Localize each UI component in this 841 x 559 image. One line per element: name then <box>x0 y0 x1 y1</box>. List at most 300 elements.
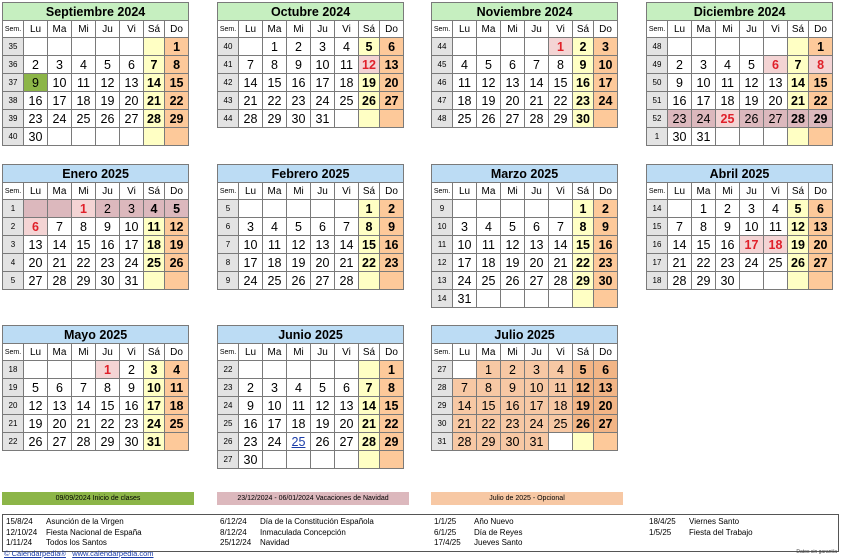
day-cell[interactable]: 1 <box>573 200 594 218</box>
day-cell[interactable]: 3 <box>740 200 764 218</box>
day-cell[interactable]: 24 <box>740 254 764 272</box>
day-cell[interactable]: 16 <box>120 397 144 415</box>
day-cell[interactable]: 28 <box>335 272 359 290</box>
day-cell[interactable]: 3 <box>263 379 287 397</box>
day-cell[interactable]: 14 <box>453 397 477 415</box>
day-cell[interactable]: 13 <box>764 74 788 92</box>
day-cell[interactable]: 20 <box>594 397 618 415</box>
day-cell[interactable]: 19 <box>501 254 525 272</box>
day-cell[interactable]: 11 <box>335 56 359 74</box>
day-cell[interactable]: 31 <box>692 128 716 146</box>
day-cell[interactable]: 21 <box>239 92 263 110</box>
day-cell[interactable]: 6 <box>501 56 525 74</box>
day-cell[interactable]: 25 <box>263 272 287 290</box>
day-cell[interactable]: 1 <box>692 200 716 218</box>
day-cell[interactable]: 28 <box>788 110 809 128</box>
day-cell[interactable]: 30 <box>96 272 120 290</box>
day-cell[interactable]: 1 <box>165 38 189 56</box>
day-cell[interactable]: 15 <box>359 236 380 254</box>
day-cell[interactable]: 6 <box>24 218 48 236</box>
day-cell[interactable]: 16 <box>239 415 263 433</box>
day-cell[interactable]: 24 <box>594 92 618 110</box>
day-cell[interactable]: 20 <box>335 415 359 433</box>
day-cell[interactable]: 26 <box>477 110 501 128</box>
day-cell[interactable]: 7 <box>549 218 573 236</box>
day-cell[interactable]: 9 <box>24 74 48 92</box>
day-cell[interactable]: 25 <box>72 110 96 128</box>
day-cell[interactable]: 27 <box>809 254 833 272</box>
day-cell[interactable]: 10 <box>144 379 165 397</box>
day-cell[interactable]: 21 <box>549 254 573 272</box>
day-cell[interactable]: 12 <box>24 397 48 415</box>
day-cell[interactable]: 29 <box>692 272 716 290</box>
day-cell[interactable]: 28 <box>239 110 263 128</box>
day-cell[interactable]: 20 <box>48 415 72 433</box>
day-cell[interactable]: 9 <box>380 218 404 236</box>
day-cell[interactable]: 25 <box>477 272 501 290</box>
day-cell[interactable]: 22 <box>359 254 380 272</box>
day-cell[interactable]: 21 <box>453 415 477 433</box>
day-cell[interactable]: 23 <box>287 92 311 110</box>
day-cell[interactable]: 17 <box>525 397 549 415</box>
day-cell[interactable]: 7 <box>48 218 72 236</box>
day-cell[interactable]: 13 <box>809 218 833 236</box>
day-cell[interactable]: 15 <box>165 74 189 92</box>
day-cell[interactable]: 18 <box>453 92 477 110</box>
day-cell[interactable]: 22 <box>549 92 573 110</box>
day-cell[interactable]: 16 <box>594 236 618 254</box>
day-cell[interactable]: 29 <box>573 272 594 290</box>
day-cell[interactable]: 7 <box>453 379 477 397</box>
day-cell[interactable]: 31 <box>525 433 549 451</box>
day-cell[interactable]: 6 <box>594 361 618 379</box>
day-cell[interactable]: 9 <box>668 74 692 92</box>
day-cell[interactable]: 17 <box>263 415 287 433</box>
day-cell[interactable]: 2 <box>96 200 120 218</box>
website-link[interactable]: www.calendarpedia.com <box>72 549 154 558</box>
day-cell[interactable]: 25 <box>144 254 165 272</box>
day-cell[interactable]: 29 <box>96 433 120 451</box>
day-cell[interactable]: 3 <box>594 38 618 56</box>
day-cell[interactable]: 18 <box>549 397 573 415</box>
day-cell[interactable]: 19 <box>573 397 594 415</box>
day-cell[interactable]: 23 <box>120 415 144 433</box>
day-cell[interactable]: 16 <box>668 92 692 110</box>
day-cell[interactable]: 8 <box>809 56 833 74</box>
day-cell[interactable]: 15 <box>72 236 96 254</box>
day-cell[interactable]: 15 <box>549 74 573 92</box>
day-cell[interactable]: 13 <box>501 74 525 92</box>
day-cell[interactable]: 25 <box>165 415 189 433</box>
day-cell[interactable]: 10 <box>48 74 72 92</box>
day-cell[interactable]: 13 <box>311 236 335 254</box>
day-cell[interactable]: 18 <box>144 236 165 254</box>
day-cell[interactable]: 27 <box>335 433 359 451</box>
day-cell[interactable]: 6 <box>809 200 833 218</box>
day-cell[interactable]: 5 <box>477 56 501 74</box>
day-cell[interactable]: 24 <box>453 272 477 290</box>
day-cell[interactable]: 4 <box>764 200 788 218</box>
day-cell[interactable]: 20 <box>764 92 788 110</box>
day-cell[interactable]: 17 <box>740 236 764 254</box>
day-cell[interactable]: 22 <box>692 254 716 272</box>
day-cell[interactable]: 21 <box>72 415 96 433</box>
day-cell[interactable]: 29 <box>380 433 404 451</box>
day-cell[interactable]: 18 <box>263 254 287 272</box>
day-cell[interactable]: 9 <box>239 397 263 415</box>
day-cell[interactable]: 5 <box>311 379 335 397</box>
day-cell[interactable]: 13 <box>24 236 48 254</box>
day-cell[interactable]: 31 <box>311 110 335 128</box>
day-cell[interactable]: 5 <box>359 38 380 56</box>
day-cell[interactable]: 18 <box>335 74 359 92</box>
day-cell[interactable]: 10 <box>740 218 764 236</box>
day-cell[interactable]: 26 <box>501 272 525 290</box>
day-cell[interactable]: 8 <box>263 56 287 74</box>
day-cell[interactable]: 2 <box>287 38 311 56</box>
day-cell[interactable]: 25 <box>287 433 311 451</box>
day-cell[interactable]: 31 <box>120 272 144 290</box>
day-cell[interactable]: 14 <box>239 74 263 92</box>
day-cell[interactable]: 6 <box>48 379 72 397</box>
day-cell[interactable]: 16 <box>380 236 404 254</box>
day-cell[interactable]: 30 <box>120 433 144 451</box>
day-cell[interactable]: 17 <box>692 92 716 110</box>
day-cell[interactable]: 9 <box>716 218 740 236</box>
day-cell[interactable]: 31 <box>453 290 477 308</box>
day-cell[interactable]: 30 <box>668 128 692 146</box>
day-cell[interactable]: 2 <box>380 200 404 218</box>
day-cell[interactable]: 6 <box>335 379 359 397</box>
day-cell[interactable]: 2 <box>716 200 740 218</box>
day-cell[interactable]: 7 <box>525 56 549 74</box>
day-cell[interactable]: 23 <box>668 110 692 128</box>
day-cell[interactable]: 14 <box>72 397 96 415</box>
day-cell[interactable]: 8 <box>477 379 501 397</box>
day-cell[interactable]: 30 <box>287 110 311 128</box>
day-cell[interactable]: 21 <box>335 254 359 272</box>
day-cell[interactable]: 19 <box>477 92 501 110</box>
day-cell[interactable]: 11 <box>477 236 501 254</box>
day-cell[interactable]: 10 <box>263 397 287 415</box>
day-cell[interactable]: 23 <box>594 254 618 272</box>
day-cell[interactable]: 10 <box>453 236 477 254</box>
day-cell[interactable]: 14 <box>144 74 165 92</box>
day-cell[interactable]: 3 <box>453 218 477 236</box>
day-cell[interactable]: 22 <box>165 92 189 110</box>
day-cell[interactable]: 13 <box>48 397 72 415</box>
day-cell[interactable]: 6 <box>120 56 144 74</box>
day-cell[interactable]: 5 <box>740 56 764 74</box>
day-cell[interactable]: 3 <box>120 200 144 218</box>
day-cell[interactable]: 1 <box>380 361 404 379</box>
day-cell[interactable]: 4 <box>144 200 165 218</box>
day-cell[interactable]: 3 <box>144 361 165 379</box>
day-cell[interactable]: 24 <box>692 110 716 128</box>
day-cell[interactable]: 20 <box>501 92 525 110</box>
day-cell[interactable]: 30 <box>573 110 594 128</box>
day-cell[interactable]: 20 <box>120 92 144 110</box>
day-cell[interactable]: 27 <box>594 415 618 433</box>
day-cell[interactable]: 7 <box>668 218 692 236</box>
day-cell[interactable]: 17 <box>311 74 335 92</box>
day-cell[interactable]: 23 <box>24 110 48 128</box>
day-cell[interactable]: 3 <box>311 38 335 56</box>
day-cell[interactable]: 9 <box>501 379 525 397</box>
day-cell[interactable]: 10 <box>239 236 263 254</box>
day-cell[interactable]: 8 <box>380 379 404 397</box>
day-cell[interactable]: 20 <box>24 254 48 272</box>
day-cell[interactable]: 8 <box>165 56 189 74</box>
day-cell[interactable]: 19 <box>788 236 809 254</box>
day-cell[interactable]: 21 <box>48 254 72 272</box>
day-cell[interactable]: 12 <box>311 397 335 415</box>
day-cell[interactable]: 29 <box>263 110 287 128</box>
day-cell[interactable]: 4 <box>549 361 573 379</box>
day-cell[interactable]: 24 <box>263 433 287 451</box>
day-cell[interactable]: 5 <box>287 218 311 236</box>
day-cell[interactable]: 3 <box>239 218 263 236</box>
day-cell[interactable]: 15 <box>809 74 833 92</box>
day-cell[interactable]: 22 <box>96 415 120 433</box>
day-cell[interactable]: 12 <box>477 74 501 92</box>
day-cell[interactable]: 26 <box>287 272 311 290</box>
day-cell[interactable]: 4 <box>453 56 477 74</box>
day-cell[interactable]: 1 <box>263 38 287 56</box>
day-cell[interactable]: 1 <box>809 38 833 56</box>
day-cell[interactable]: 19 <box>24 415 48 433</box>
day-cell[interactable]: 24 <box>239 272 263 290</box>
day-cell[interactable]: 9 <box>594 218 618 236</box>
day-cell[interactable]: 16 <box>716 236 740 254</box>
day-cell[interactable]: 8 <box>549 56 573 74</box>
day-cell[interactable]: 28 <box>144 110 165 128</box>
day-cell[interactable]: 15 <box>263 74 287 92</box>
day-cell[interactable]: 5 <box>573 361 594 379</box>
day-cell[interactable]: 30 <box>594 272 618 290</box>
day-cell[interactable]: 17 <box>594 74 618 92</box>
day-cell[interactable]: 14 <box>549 236 573 254</box>
day-cell[interactable]: 16 <box>24 92 48 110</box>
day-cell[interactable]: 20 <box>311 254 335 272</box>
day-cell[interactable]: 12 <box>165 218 189 236</box>
day-cell[interactable]: 19 <box>165 236 189 254</box>
day-cell[interactable]: 12 <box>573 379 594 397</box>
day-cell[interactable]: 25 <box>764 254 788 272</box>
day-cell[interactable]: 1 <box>96 361 120 379</box>
day-cell[interactable]: 25 <box>335 92 359 110</box>
day-cell[interactable]: 4 <box>287 379 311 397</box>
day-cell[interactable]: 28 <box>525 110 549 128</box>
day-cell[interactable]: 7 <box>788 56 809 74</box>
day-cell[interactable]: 29 <box>549 110 573 128</box>
day-cell[interactable]: 20 <box>809 236 833 254</box>
day-cell[interactable]: 9 <box>573 56 594 74</box>
day-cell[interactable]: 18 <box>287 415 311 433</box>
day-cell[interactable]: 13 <box>525 236 549 254</box>
day-cell[interactable]: 30 <box>716 272 740 290</box>
day-cell[interactable]: 12 <box>359 56 380 74</box>
day-cell[interactable]: 28 <box>48 272 72 290</box>
day-cell[interactable]: 21 <box>359 415 380 433</box>
day-cell[interactable]: 10 <box>120 218 144 236</box>
day-cell[interactable]: 29 <box>72 272 96 290</box>
day-cell[interactable]: 2 <box>239 379 263 397</box>
day-cell[interactable]: 4 <box>477 218 501 236</box>
day-cell[interactable]: 15 <box>573 236 594 254</box>
day-cell[interactable]: 31 <box>144 433 165 451</box>
day-cell[interactable]: 8 <box>692 218 716 236</box>
day-cell[interactable]: 27 <box>120 110 144 128</box>
day-cell[interactable]: 4 <box>72 56 96 74</box>
day-cell[interactable]: 6 <box>525 218 549 236</box>
day-cell[interactable]: 26 <box>788 254 809 272</box>
day-cell[interactable]: 27 <box>525 272 549 290</box>
day-cell[interactable]: 28 <box>72 433 96 451</box>
day-cell[interactable]: 30 <box>501 433 525 451</box>
day-cell[interactable]: 16 <box>501 397 525 415</box>
day-cell[interactable]: 21 <box>668 254 692 272</box>
day-cell[interactable]: 21 <box>788 92 809 110</box>
day-cell[interactable]: 21 <box>144 92 165 110</box>
day-cell[interactable]: 4 <box>716 56 740 74</box>
day-cell[interactable]: 22 <box>809 92 833 110</box>
day-cell[interactable]: 15 <box>477 397 501 415</box>
day-cell[interactable]: 28 <box>668 272 692 290</box>
day-cell[interactable]: 19 <box>287 254 311 272</box>
day-cell[interactable]: 26 <box>740 110 764 128</box>
day-cell[interactable]: 25 <box>549 415 573 433</box>
day-cell[interactable]: 27 <box>501 110 525 128</box>
day-cell[interactable]: 1 <box>549 38 573 56</box>
day-cell[interactable]: 10 <box>311 56 335 74</box>
day-cell[interactable]: 10 <box>692 74 716 92</box>
day-cell[interactable]: 7 <box>144 56 165 74</box>
day-cell[interactable]: 25 <box>453 110 477 128</box>
day-cell[interactable]: 23 <box>239 433 263 451</box>
day-cell[interactable]: 11 <box>453 74 477 92</box>
day-cell[interactable]: 8 <box>96 379 120 397</box>
day-cell[interactable]: 7 <box>72 379 96 397</box>
day-cell[interactable]: 11 <box>165 379 189 397</box>
day-cell[interactable]: 11 <box>263 236 287 254</box>
day-cell[interactable]: 8 <box>72 218 96 236</box>
day-cell[interactable]: 16 <box>573 74 594 92</box>
day-cell[interactable]: 23 <box>501 415 525 433</box>
day-cell[interactable]: 18 <box>764 236 788 254</box>
day-cell[interactable]: 14 <box>525 74 549 92</box>
day-cell[interactable]: 7 <box>239 56 263 74</box>
day-cell[interactable]: 4 <box>335 38 359 56</box>
day-cell[interactable]: 26 <box>96 110 120 128</box>
day-cell[interactable]: 16 <box>287 74 311 92</box>
day-cell[interactable]: 30 <box>239 451 263 469</box>
day-cell[interactable]: 29 <box>809 110 833 128</box>
day-cell[interactable]: 14 <box>359 397 380 415</box>
day-cell[interactable]: 3 <box>48 56 72 74</box>
day-cell[interactable]: 16 <box>96 236 120 254</box>
day-cell[interactable]: 13 <box>380 56 404 74</box>
day-cell[interactable]: 18 <box>72 92 96 110</box>
day-cell[interactable]: 5 <box>96 56 120 74</box>
day-cell[interactable]: 7 <box>359 379 380 397</box>
day-cell[interactable]: 2 <box>120 361 144 379</box>
day-cell[interactable]: 6 <box>764 56 788 74</box>
day-cell[interactable]: 2 <box>573 38 594 56</box>
day-cell[interactable]: 15 <box>692 236 716 254</box>
day-cell[interactable]: 28 <box>549 272 573 290</box>
day-cell[interactable]: 2 <box>24 56 48 74</box>
day-cell[interactable]: 19 <box>311 415 335 433</box>
day-cell[interactable]: 5 <box>501 218 525 236</box>
day-cell[interactable]: 28 <box>453 433 477 451</box>
day-cell[interactable]: 30 <box>24 128 48 146</box>
day-cell[interactable]: 23 <box>96 254 120 272</box>
day-cell[interactable]: 24 <box>525 415 549 433</box>
day-cell[interactable]: 26 <box>311 433 335 451</box>
day-cell[interactable]: 3 <box>525 361 549 379</box>
day-cell[interactable]: 10 <box>525 379 549 397</box>
day-cell[interactable]: 15 <box>380 397 404 415</box>
day-cell[interactable]: 20 <box>525 254 549 272</box>
day-cell[interactable]: 27 <box>24 272 48 290</box>
day-cell[interactable]: 17 <box>144 397 165 415</box>
day-cell[interactable]: 11 <box>72 74 96 92</box>
day-cell[interactable]: 9 <box>120 379 144 397</box>
day-cell[interactable]: 17 <box>48 92 72 110</box>
day-cell[interactable]: 19 <box>359 74 380 92</box>
day-cell[interactable]: 24 <box>311 92 335 110</box>
day-cell[interactable]: 22 <box>380 415 404 433</box>
day-cell[interactable]: 10 <box>594 56 618 74</box>
day-cell[interactable]: 9 <box>96 218 120 236</box>
day-cell[interactable]: 22 <box>573 254 594 272</box>
day-cell[interactable]: 2 <box>501 361 525 379</box>
brand-link[interactable]: © Calendarpedia® <box>4 549 66 558</box>
day-cell[interactable]: 3 <box>692 56 716 74</box>
day-cell[interactable]: 6 <box>311 218 335 236</box>
day-cell[interactable]: 24 <box>144 415 165 433</box>
day-cell[interactable]: 2 <box>594 200 618 218</box>
day-cell[interactable]: 26 <box>359 92 380 110</box>
day-cell[interactable]: 4 <box>263 218 287 236</box>
day-cell[interactable]: 27 <box>380 92 404 110</box>
day-cell[interactable]: 5 <box>165 200 189 218</box>
day-cell[interactable]: 29 <box>165 110 189 128</box>
day-cell[interactable]: 14 <box>788 74 809 92</box>
day-cell[interactable]: 12 <box>96 74 120 92</box>
day-cell[interactable]: 12 <box>788 218 809 236</box>
day-cell[interactable]: 8 <box>573 218 594 236</box>
day-cell[interactable]: 1 <box>72 200 96 218</box>
day-cell[interactable]: 14 <box>668 236 692 254</box>
day-cell[interactable]: 19 <box>740 92 764 110</box>
day-cell[interactable]: 14 <box>335 236 359 254</box>
day-cell[interactable]: 6 <box>380 38 404 56</box>
day-cell[interactable]: 13 <box>594 379 618 397</box>
day-cell[interactable]: 21 <box>525 92 549 110</box>
day-cell[interactable]: 5 <box>24 379 48 397</box>
day-cell[interactable]: 24 <box>120 254 144 272</box>
day-cell[interactable]: 7 <box>335 218 359 236</box>
day-cell[interactable]: 1 <box>477 361 501 379</box>
day-cell[interactable]: 18 <box>165 397 189 415</box>
day-cell[interactable]: 11 <box>716 74 740 92</box>
day-cell[interactable]: 17 <box>239 254 263 272</box>
day-cell[interactable]: 27 <box>764 110 788 128</box>
day-cell[interactable]: 9 <box>287 56 311 74</box>
day-cell[interactable]: 23 <box>716 254 740 272</box>
